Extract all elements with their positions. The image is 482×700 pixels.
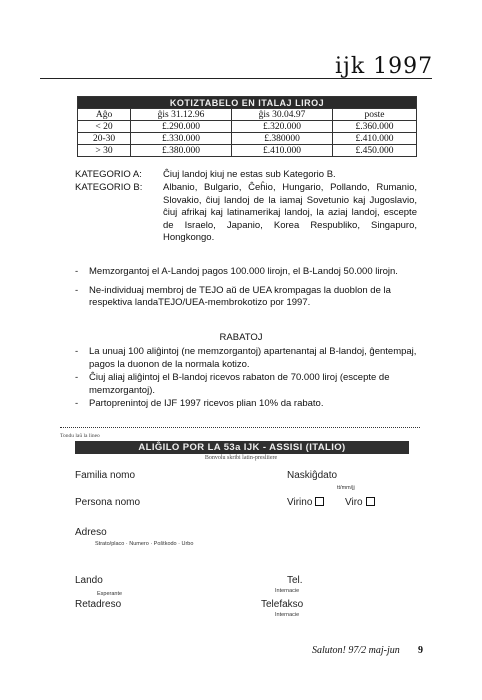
table-cell: £.360.000 — [332, 121, 416, 133]
adreso-hint: Strato/placo · Numero · Poštkodo · Urbo — [95, 541, 194, 547]
table-cell: £.380.000 — [131, 145, 232, 157]
virino-checkbox[interactable] — [315, 497, 324, 506]
list-item: - Ne-individuaj membroj de TEJO aŭ de UEA krompagas la duoblon de la respektiva landaTEJO/UEA-membrokotizo por 1997. — [75, 284, 391, 308]
fee-table-header-cell: ĝis 30.04.97 — [232, 109, 333, 121]
lando-label: Lando — [75, 575, 103, 586]
rabato-text: Ĉiuj aliaj aliĝintoj el B-landoj ricevos rabaton de 70.000 liroj (escepte de memzorgantoj). — [89, 372, 390, 396]
list-item: - Memzorgantoj el A-Landoj pagos 100.000 lirojn, el B-Landoj 50.000 lirojn. — [75, 266, 398, 277]
cut-note: Tondu laŭ la lineo — [60, 433, 100, 439]
list-item: - Ĉiuj aliaj aliĝintoj el B-landoj ricevos rabaton de 70.000 liroj (escepte de memzorgantoj). — [75, 372, 390, 396]
fee-table-title: KOTIZTABELO EN ITALAJ LIROJ — [78, 97, 417, 109]
persona-nomo-label: Persona nomo — [75, 497, 141, 508]
table-row — [78, 121, 417, 133]
retadreso-label: Retadreso — [75, 599, 122, 610]
rabatoj-title: RABATOJ — [219, 332, 263, 343]
rabato-text: La unuaj 100 aliĝintoj (ne memzorgantoj) apartenantaj al B-landoj, ĝentempaj, pagos la duonon de la normala kotizo. — [89, 346, 417, 370]
fee-table-header-cell: ĝis 31.12.96 — [131, 109, 232, 121]
table-cell: £.410.000 — [232, 145, 333, 157]
naskigdato-hint: tt/mm/jj — [337, 485, 355, 491]
category-a-label: KATEGORIO A: — [75, 169, 142, 180]
category-b-label: KATEGORIO B: — [75, 182, 143, 193]
footer-text: Saluton! 97/2 maj-jun — [312, 645, 400, 656]
virino-option[interactable] — [287, 497, 324, 508]
form-title: ALIĜILO POR LA 53a IJK - ASSISI (ITALIO) — [75, 441, 409, 454]
fee-table — [77, 96, 417, 157]
fee-table-header-cell: poste — [332, 109, 416, 121]
form-subtitle: Bonvolu skribi latin-presliiere — [204, 455, 278, 461]
page-number: 9 — [418, 645, 423, 656]
viro-option[interactable] — [345, 497, 375, 508]
table-cell: 20-30 — [78, 133, 131, 145]
table-cell: £.410.000 — [332, 133, 416, 145]
virino-label: Virino — [287, 497, 313, 508]
cut-line — [60, 427, 420, 428]
page-header-title: ijk 1997 — [335, 54, 434, 79]
table-cell: £.450.000 — [332, 145, 416, 157]
table-cell: £.330.000 — [131, 133, 232, 145]
telefakso-hint: Internacie — [275, 612, 300, 618]
category-b-text: Albanio, Bulgario, Ĉeĥio, Hungario, Pollando, Rumanio, Slovakio, ĉiuj landoj de la iamaj Sovetunio kaj Jugoslavio, ĉiuj afrikaj kaj latinamerikaj landoj, la aziaj landoj, escepte de Israelo, Japanio, Korea Respubliko, Singapuro, Hongkongo. — [163, 182, 417, 243]
rabatoj-list — [75, 346, 420, 412]
fee-table-header-cell: Aĝo — [78, 109, 131, 121]
table-row — [78, 145, 417, 157]
note-text: Ne-individuaj membroj de TEJO aŭ de UEA krompagas la duoblon de la respektiva landaTEJO/UEA-membrokotizo por 1997. — [89, 284, 391, 308]
list-item: - La unuaj 100 aliĝintoj (ne memzorgantoj) apartenantaj al B-landoj, ĝentempaj, pagos la duonon de la normala kotizo. — [75, 346, 417, 370]
notes-list — [75, 266, 420, 316]
lando-hint: Esperante — [97, 591, 123, 597]
table-cell: < 20 — [78, 121, 131, 133]
table-row — [78, 133, 417, 145]
naskigdato-label: Naskiĝdato — [287, 470, 338, 481]
rabato-text: Partoprenintoj de IJF 1997 ricevos plian 10% da rabato. — [89, 398, 324, 409]
header-rule — [40, 78, 432, 79]
table-cell: £.380000 — [232, 133, 333, 145]
familia-nomo-label: Familia nomo — [75, 470, 136, 481]
list-item: - Partoprenintoj de IJF 1997 ricevos plian 10% da rabato. — [75, 398, 324, 409]
table-cell: £.290.000 — [131, 121, 232, 133]
table-cell: £.320.000 — [232, 121, 333, 133]
telefakso-label: Telefakso — [261, 599, 304, 610]
tel-label: Tel. — [287, 575, 303, 586]
note-text: Memzorgantoj el A-Landoj pagos 100.000 lirojn, el B-Landoj 50.000 lirojn. — [89, 266, 398, 277]
adreso-label: Adreso — [75, 527, 107, 538]
table-cell: > 30 — [78, 145, 131, 157]
viro-checkbox[interactable] — [366, 497, 375, 506]
viro-label: Viro — [345, 497, 363, 508]
category-a-text: Ĉiuj landoj kiuj ne estas sub Kategorio B. — [163, 169, 336, 180]
tel-hint: Internacie — [275, 588, 300, 594]
